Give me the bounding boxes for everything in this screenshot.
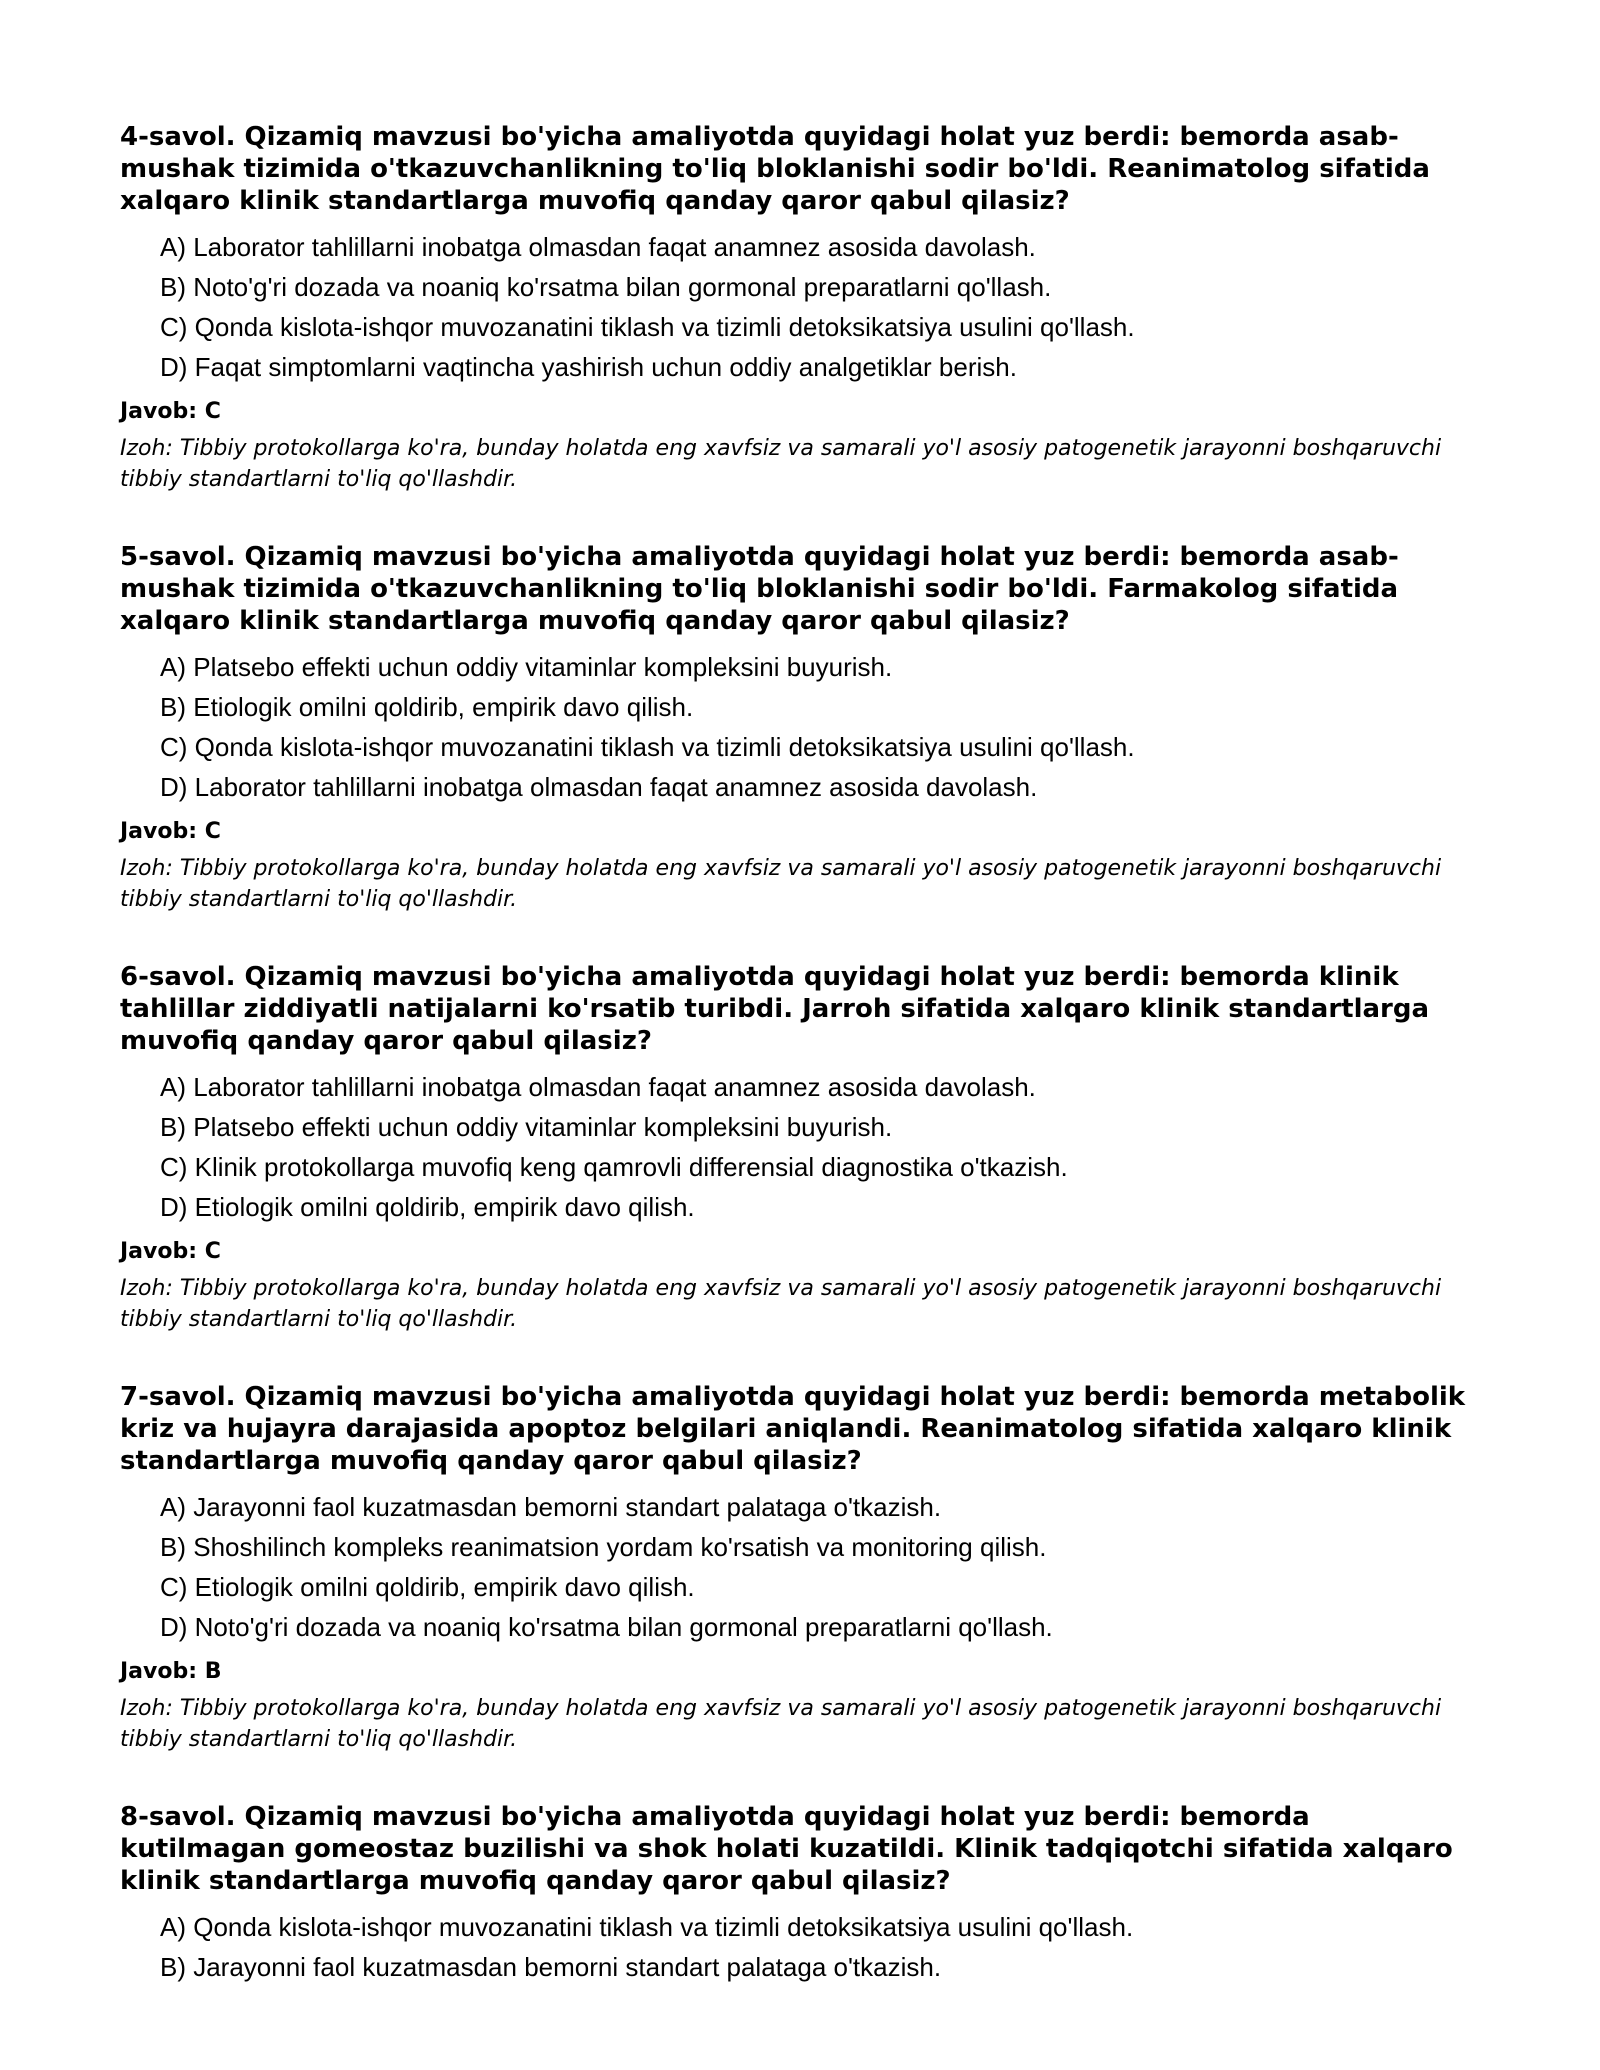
option-c: C) Qonda kislota-ishqor muvozanatini tiklash va tizimli detoksikatsiya usulini qo'llash. — [160, 312, 1135, 342]
option-a: A) Laborator tahlillarni inobatga olmasdan faqat anamnez asosida davolash. — [160, 232, 1036, 262]
question-title: 8-savol. Qizamiq mavzusi bo'yicha amaliyotda quyidagi holat yuz berdi: bemorda kutilmagan gomeostaz buzilishi va shok holati kuzatildi. Klinik tadqiqotchi sifatida xalqaro klinik standartlarga muvofiq qanday qaror qabul qilasiz? — [120, 1802, 1453, 1896]
answer-label: Javob: C — [120, 399, 221, 424]
option-c: C) Qonda kislota-ishqor muvozanatini tiklash va tizimli detoksikatsiya usulini qo'llash. — [160, 732, 1135, 762]
question-title: 4-savol. Qizamiq mavzusi bo'yicha amaliyotda quyidagi holat yuz berdi: bemorda asab-mushak tizimida o'tkazuvchanlikning to'liq bloklanishi sodir bo'ldi. Reanimatolog sifatida xalqaro klinik standartlarga muvofiq qanday qaror qabul qilasiz? — [120, 122, 1430, 216]
option-a: A) Qonda kislota-ishqor muvozanatini tiklash va tizimli detoksikatsiya usulini qo'llash. — [160, 1912, 1134, 1942]
option-list — [120, 647, 1480, 807]
option-a: A) Platsebo effekti uchun oddiy vitaminlar kompleksini buyurish. — [160, 652, 893, 682]
explanation-text: Izoh: Tibbiy protokollarga ko'ra, bunday holatda eng xavfsiz va samarali yo'l asosiy patogenetik jarayonni boshqaruvchi tibbiy standartlarni to'liq qo'llashdir. — [120, 856, 1442, 912]
question-6 — [120, 961, 1480, 1335]
question-4 — [120, 121, 1480, 495]
option-b: B) Platsebo effekti uchun oddiy vitaminlar kompleksini buyurish. — [160, 1112, 893, 1142]
option-a: A) Jarayonni faol kuzatmasdan bemorni standart palataga o'tkazish. — [160, 1492, 942, 1522]
option-b: B) Etiologik omilni qoldirib, empirik davo qilish. — [160, 692, 694, 722]
option-d: D) Faqat simptomlarni vaqtincha yashirish uchun oddiy analgetiklar berish. — [160, 352, 1017, 382]
option-a: A) Laborator tahlillarni inobatga olmasdan faqat anamnez asosida davolash. — [160, 1072, 1036, 1102]
option-c: C) Etiologik omilni qoldirib, empirik davo qilish. — [160, 1572, 695, 1602]
option-d: D) Laborator tahlillarni inobatga olmasdan faqat anamnez asosida davolash. — [160, 772, 1038, 802]
explanation-text: Izoh: Tibbiy protokollarga ko'ra, bunday holatda eng xavfsiz va samarali yo'l asosiy patogenetik jarayonni boshqaruvchi tibbiy standartlarni to'liq qo'llashdir. — [120, 1696, 1442, 1752]
document-page — [120, 121, 1480, 2033]
question-7 — [120, 1381, 1480, 1755]
option-d: D) Noto'g'ri dozada va noaniq ko'rsatma bilan gormonal preparatlarni qo'llash. — [160, 1612, 1053, 1642]
question-title: 7-savol. Qizamiq mavzusi bo'yicha amaliyotda quyidagi holat yuz berdi: bemorda metabolik kriz va hujayra darajasida apoptoz belgilari aniqlandi. Reanimatolog sifatida xalqaro klinik standartlarga muvofiq qanday qaror qabul qilasiz? — [120, 1382, 1466, 1476]
answer-label: Javob: B — [120, 1659, 222, 1684]
explanation-text: Izoh: Tibbiy protokollarga ko'ra, bunday holatda eng xavfsiz va samarali yo'l asosiy patogenetik jarayonni boshqaruvchi tibbiy standartlarni to'liq qo'llashdir. — [120, 436, 1442, 492]
option-list — [120, 1907, 1480, 1987]
option-c: C) Klinik protokollarga muvofiq keng qamrovli differensial diagnostika o'tkazish. — [160, 1152, 1068, 1182]
option-b: B) Shoshilinch kompleks reanimatsion yordam ko'rsatish va monitoring qilish. — [160, 1532, 1047, 1562]
option-list — [120, 1067, 1480, 1227]
question-title: 6-savol. Qizamiq mavzusi bo'yicha amaliyotda quyidagi holat yuz berdi: bemorda klinik tahlillar ziddiyatli natijalarni ko'rsatib turibdi. Jarroh sifatida xalqaro klinik standartlarga muvofiq qanday qaror qabul qilasiz? — [120, 962, 1430, 1056]
explanation-text: Izoh: Tibbiy protokollarga ko'ra, bunday holatda eng xavfsiz va samarali yo'l asosiy patogenetik jarayonni boshqaruvchi tibbiy standartlarni to'liq qo'llashdir. — [120, 1276, 1442, 1332]
question-8 — [120, 1801, 1480, 1987]
option-list — [120, 227, 1480, 387]
answer-label: Javob: C — [120, 1239, 221, 1264]
option-b: B) Noto'g'ri dozada va noaniq ko'rsatma bilan gormonal preparatlarni qo'llash. — [160, 272, 1052, 302]
answer-label: Javob: C — [120, 819, 221, 844]
option-d: D) Etiologik omilni qoldirib, empirik davo qilish. — [160, 1192, 695, 1222]
option-list — [120, 1487, 1480, 1647]
question-5 — [120, 541, 1480, 915]
option-b: B) Jarayonni faol kuzatmasdan bemorni standart palataga o'tkazish. — [160, 1952, 942, 1982]
question-title: 5-savol. Qizamiq mavzusi bo'yicha amaliyotda quyidagi holat yuz berdi: bemorda asab-mushak tizimida o'tkazuvchanlikning to'liq bloklanishi sodir bo'ldi. Farmakolog sifatida xalqaro klinik standartlarga muvofiq qanday qaror qabul qilasiz? — [120, 542, 1399, 636]
